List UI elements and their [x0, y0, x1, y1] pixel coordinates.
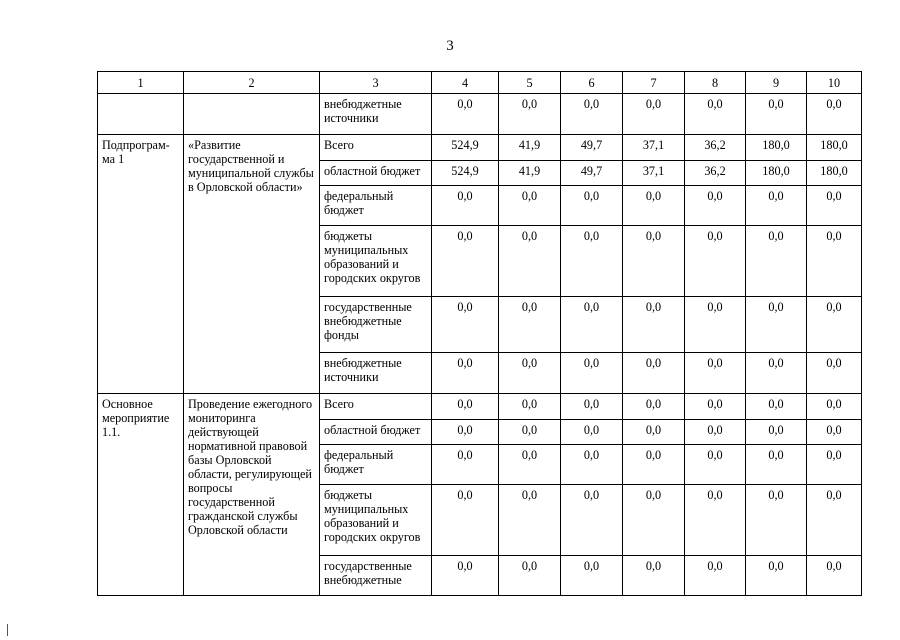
value-cell: 0,0	[432, 556, 499, 596]
value-cell: 0,0	[685, 420, 746, 445]
name-cell	[184, 94, 320, 135]
program-cell: Основное мероприятие 1.1.	[98, 394, 184, 596]
value-cell: 0,0	[499, 94, 561, 135]
value-cell: 0,0	[746, 485, 807, 556]
value-cell: 49,7	[561, 135, 623, 161]
source-cell: государственные внебюджетные	[320, 556, 432, 596]
value-cell: 0,0	[685, 297, 746, 353]
value-cell: 180,0	[746, 135, 807, 161]
value-cell: 0,0	[432, 297, 499, 353]
value-cell: 0,0	[499, 556, 561, 596]
value-cell: 0,0	[746, 226, 807, 297]
source-cell: областной бюджет	[320, 420, 432, 445]
value-cell: 0,0	[685, 186, 746, 226]
value-cell: 0,0	[623, 420, 685, 445]
value-cell: 0,0	[623, 186, 685, 226]
value-cell: 0,0	[623, 485, 685, 556]
value-cell: 0,0	[685, 445, 746, 485]
table-row	[98, 135, 862, 161]
source-cell: бюджеты муниципальных образований и городских округов	[320, 485, 432, 556]
column-header: 2	[184, 72, 320, 94]
source-cell: областной бюджет	[320, 161, 432, 186]
value-cell: 0,0	[807, 297, 862, 353]
value-cell: 0,0	[623, 297, 685, 353]
value-cell: 0,0	[746, 353, 807, 394]
column-header: 7	[623, 72, 685, 94]
value-cell: 0,0	[623, 445, 685, 485]
value-cell: 0,0	[685, 556, 746, 596]
table-header-row	[98, 72, 862, 94]
source-cell: федеральный бюджет	[320, 445, 432, 485]
source-cell: бюджеты муниципальных образований и городских округов	[320, 226, 432, 297]
value-cell: 0,0	[623, 353, 685, 394]
value-cell: 0,0	[432, 445, 499, 485]
name-cell: Проведение ежегодного мониторинга действующей нормативной правовой базы Орловской области, регулирующей вопросы государственной гражданской службы Орловской области	[184, 394, 320, 596]
value-cell: 0,0	[499, 420, 561, 445]
value-cell: 0,0	[807, 94, 862, 135]
column-header: 4	[432, 72, 499, 94]
value-cell: 0,0	[561, 94, 623, 135]
value-cell: 0,0	[432, 485, 499, 556]
value-cell: 0,0	[561, 297, 623, 353]
funding-table	[97, 71, 862, 596]
source-cell: государственные внебюджетные фонды	[320, 297, 432, 353]
value-cell: 0,0	[623, 226, 685, 297]
value-cell: 0,0	[685, 94, 746, 135]
value-cell: 0,0	[807, 394, 862, 420]
column-header: 1	[98, 72, 184, 94]
value-cell: 180,0	[807, 161, 862, 186]
value-cell: 0,0	[746, 556, 807, 596]
value-cell: 37,1	[623, 161, 685, 186]
value-cell: 0,0	[432, 186, 499, 226]
value-cell: 524,9	[432, 135, 499, 161]
value-cell: 41,9	[499, 161, 561, 186]
value-cell: 0,0	[807, 485, 862, 556]
value-cell: 0,0	[623, 94, 685, 135]
value-cell: 0,0	[499, 226, 561, 297]
value-cell: 37,1	[623, 135, 685, 161]
value-cell: 0,0	[432, 420, 499, 445]
value-cell: 0,0	[807, 353, 862, 394]
value-cell: 0,0	[561, 445, 623, 485]
value-cell: 0,0	[685, 394, 746, 420]
value-cell: 0,0	[432, 226, 499, 297]
value-cell: 0,0	[432, 94, 499, 135]
value-cell: 0,0	[432, 394, 499, 420]
value-cell: 0,0	[499, 186, 561, 226]
value-cell: 0,0	[685, 226, 746, 297]
value-cell: 0,0	[561, 353, 623, 394]
value-cell: 180,0	[746, 161, 807, 186]
value-cell: 0,0	[432, 353, 499, 394]
column-header: 5	[499, 72, 561, 94]
value-cell: 41,9	[499, 135, 561, 161]
value-cell: 0,0	[499, 445, 561, 485]
column-header: 10	[807, 72, 862, 94]
value-cell: 0,0	[561, 394, 623, 420]
value-cell: 36,2	[685, 161, 746, 186]
value-cell: 0,0	[807, 226, 862, 297]
source-cell: Всего	[320, 135, 432, 161]
value-cell: 0,0	[746, 394, 807, 420]
scan-mark	[7, 624, 8, 636]
column-header: 9	[746, 72, 807, 94]
value-cell: 0,0	[561, 226, 623, 297]
value-cell: 0,0	[685, 485, 746, 556]
value-cell: 0,0	[807, 186, 862, 226]
value-cell: 49,7	[561, 161, 623, 186]
value-cell: 0,0	[499, 353, 561, 394]
table-row	[98, 94, 862, 135]
name-cell: «Развитие государственной и муниципальной службы в Орловской области»	[184, 135, 320, 394]
value-cell: 0,0	[499, 297, 561, 353]
value-cell: 0,0	[623, 556, 685, 596]
value-cell: 0,0	[746, 94, 807, 135]
source-cell: Всего	[320, 394, 432, 420]
value-cell: 524,9	[432, 161, 499, 186]
value-cell: 180,0	[807, 135, 862, 161]
value-cell: 0,0	[561, 420, 623, 445]
value-cell: 0,0	[746, 297, 807, 353]
value-cell: 0,0	[561, 485, 623, 556]
value-cell: 0,0	[746, 445, 807, 485]
program-cell	[98, 94, 184, 135]
value-cell: 0,0	[807, 556, 862, 596]
source-cell: внебюджетные источники	[320, 353, 432, 394]
program-cell: Подпрограм-ма 1	[98, 135, 184, 394]
value-cell: 0,0	[807, 445, 862, 485]
value-cell: 0,0	[561, 556, 623, 596]
source-cell: федеральный бюджет	[320, 186, 432, 226]
value-cell: 0,0	[746, 420, 807, 445]
value-cell: 0,0	[499, 394, 561, 420]
value-cell: 0,0	[499, 485, 561, 556]
source-cell: внебюджетные источники	[320, 94, 432, 135]
column-header: 8	[685, 72, 746, 94]
value-cell: 0,0	[561, 186, 623, 226]
page-number: 3	[446, 38, 454, 54]
value-cell: 0,0	[623, 394, 685, 420]
table-row	[98, 394, 862, 420]
column-header: 6	[561, 72, 623, 94]
value-cell: 0,0	[807, 420, 862, 445]
column-header: 3	[320, 72, 432, 94]
value-cell: 0,0	[685, 353, 746, 394]
value-cell: 36,2	[685, 135, 746, 161]
value-cell: 0,0	[746, 186, 807, 226]
